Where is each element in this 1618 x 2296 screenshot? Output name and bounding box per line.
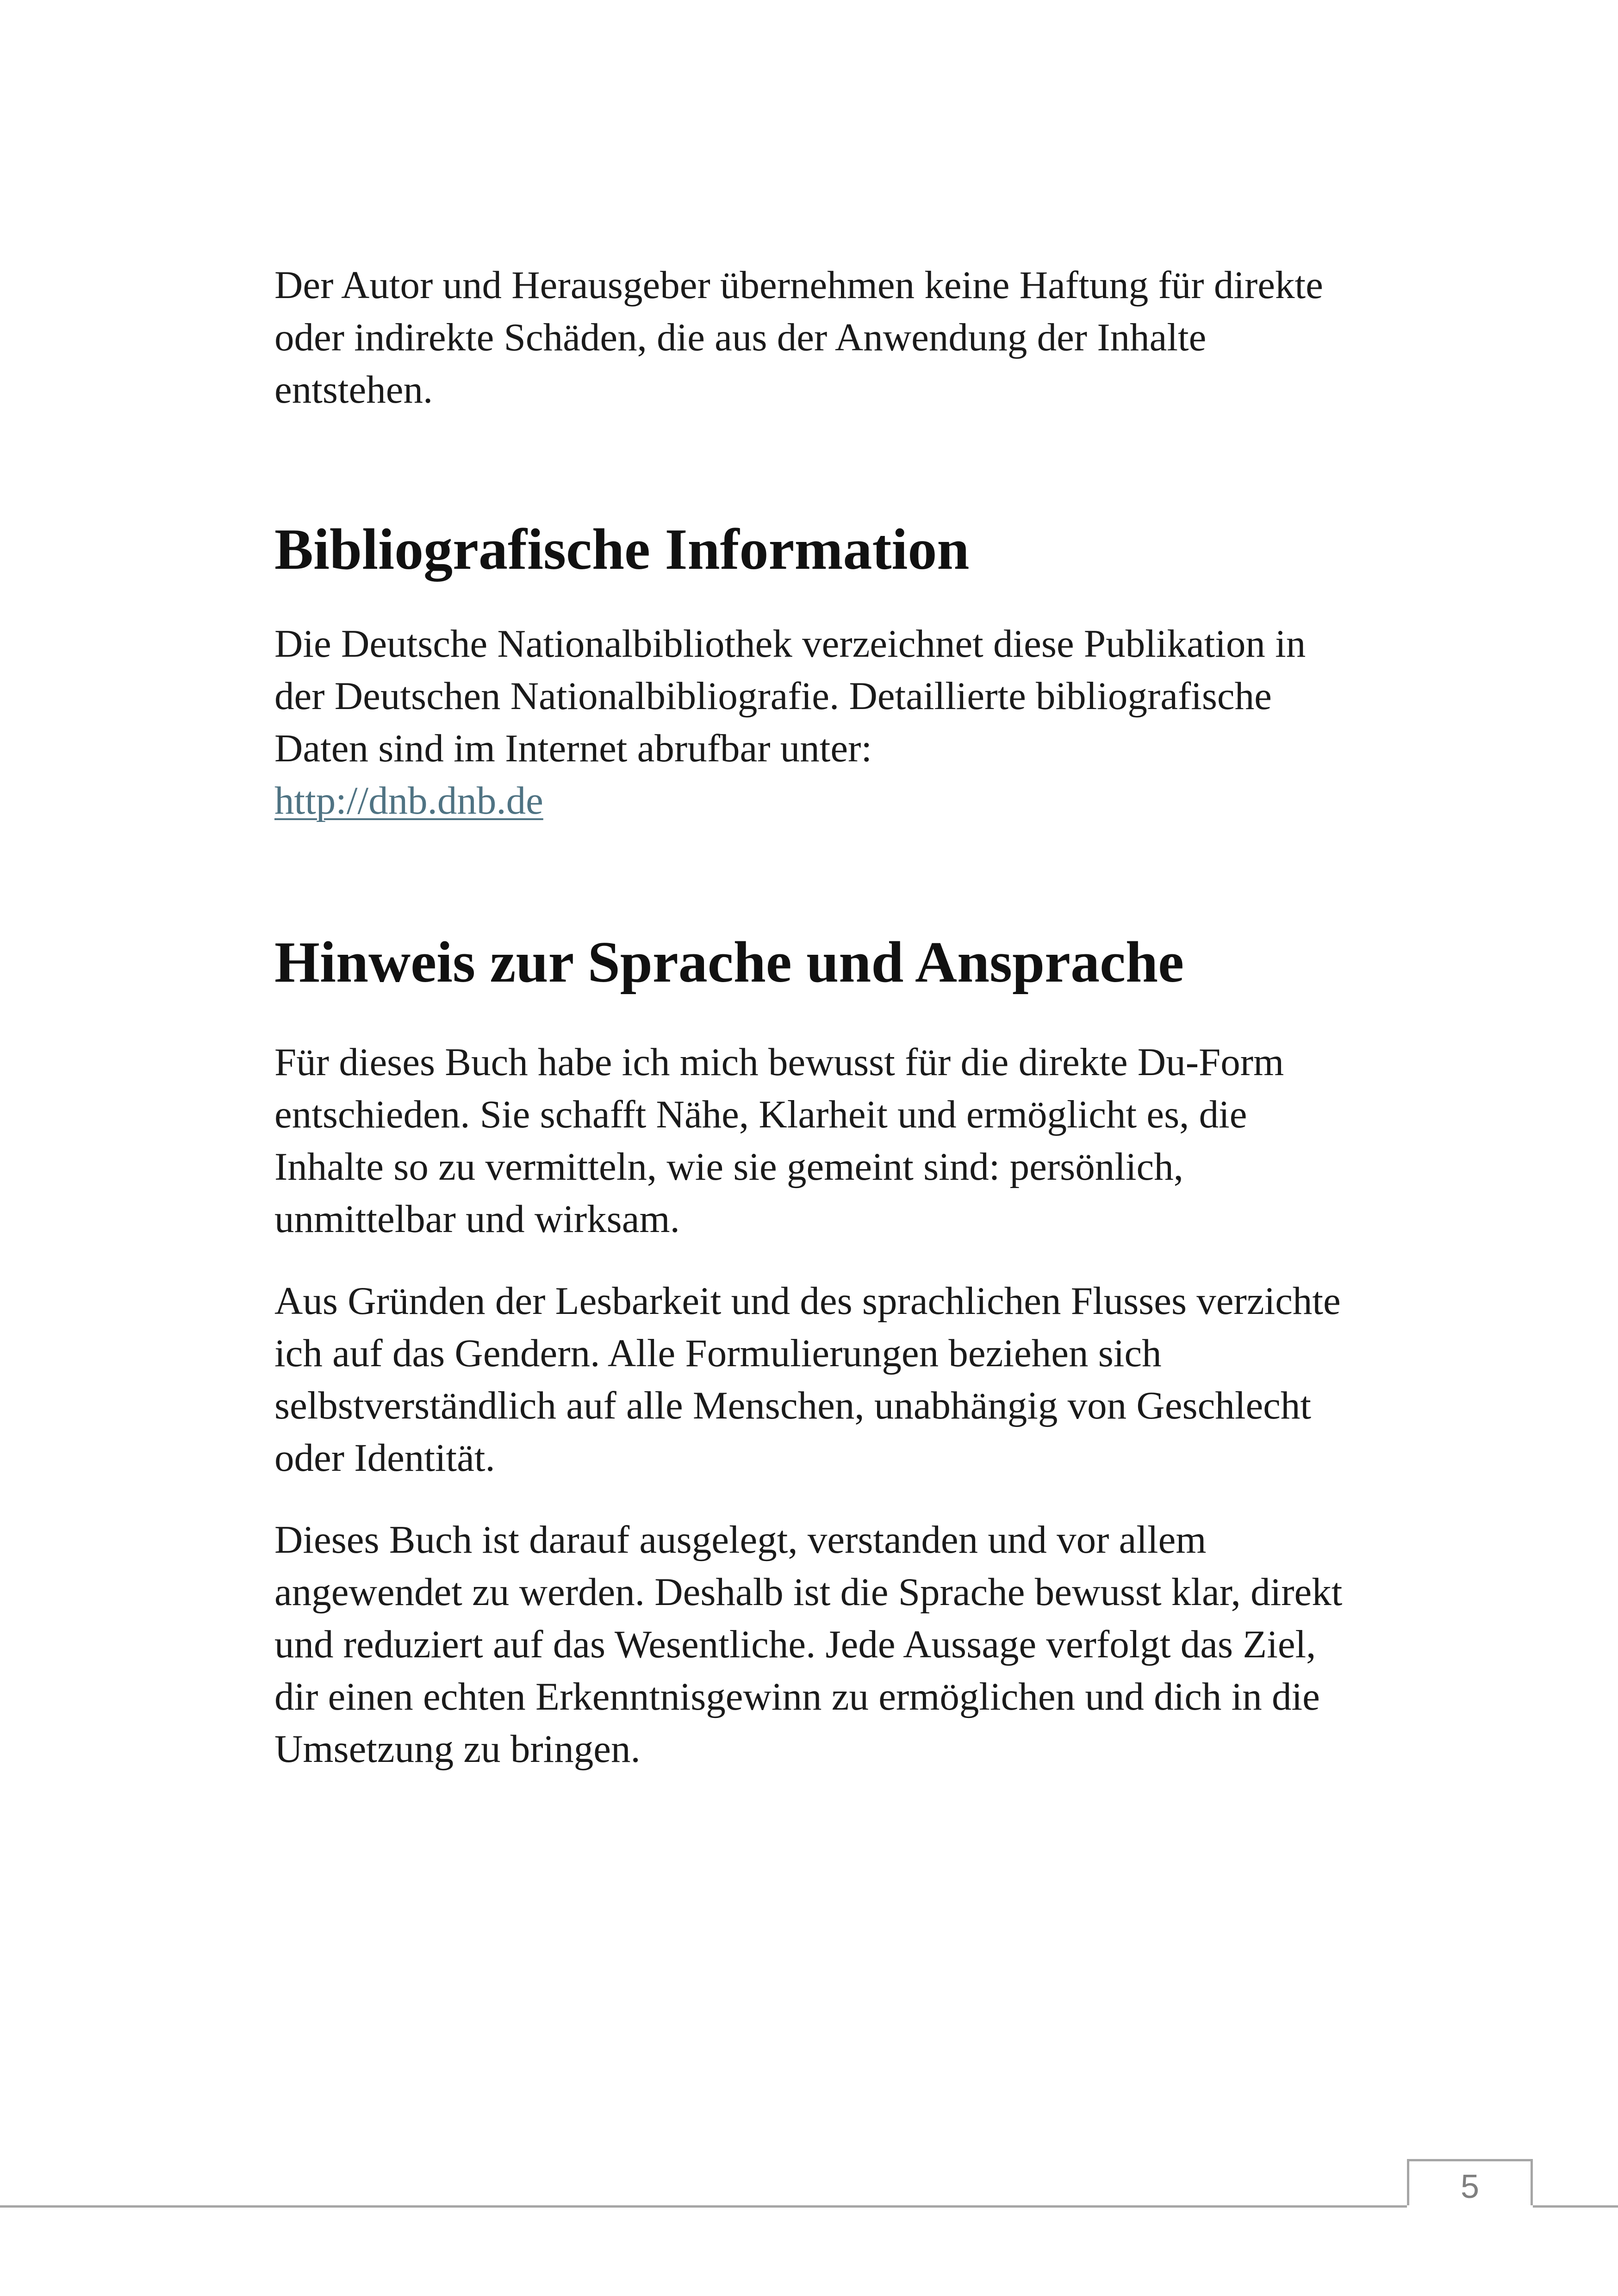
sprache-paragraph-1: Für dieses Buch habe ich mich bewusst für die direkte Du-Form entschieden. Sie schafft Nähe, Klarheit und ermöglicht es, die Inhalte so zu vermitteln, wie sie gemeint sind: persönlich, unmittelbar und wirksam.: [274, 1040, 1284, 1241]
footer-rule-left: [0, 2205, 1407, 2208]
page-content: [274, 259, 1353, 1775]
page-number: 5: [1460, 2168, 1480, 2205]
bibliografie-text: Die Deutsche Nationalbibliothek verzeichnet diese Publikation in der Deutschen Nationalbibliografie. Detaillierte bibliografische Daten sind im Internet abrufbar unter:: [274, 622, 1306, 770]
section-heading-bibliografie: Bibliografische Information: [274, 517, 970, 582]
sprache-paragraph-2: Aus Gründen der Lesbarkeit und des sprachlichen Flusses verzichte ich auf das Gendern. Alle Formulierungen beziehen sich selbstverständlich auf alle Menschen, unabhängig von Geschlecht oder Identität.: [274, 1279, 1341, 1480]
section-heading-sprache: Hinweis zur Sprache und Ansprache: [274, 930, 1184, 995]
dnb-link[interactable]: http://dnb.dnb.de: [274, 779, 543, 822]
sprache-paragraph-3: Dieses Buch ist darauf ausgelegt, verstanden und vor allem angewendet zu werden. Deshalb ist die Sprache bewusst klar, direkt und reduziert auf das Wesentliche. Jede Aussage verfolgt das Ziel, dir einen echten Erkenntnisgewinn zu ermöglichen und dich in die Umsetzung zu bringen.: [274, 1518, 1343, 1771]
disclaimer-paragraph: Der Autor und Herausgeber übernehmen keine Haftung für direkte oder indirekte Schäden, die aus der Anwendung der Inhalte entstehen.: [274, 263, 1323, 411]
footer-rule-right: [1533, 2205, 1618, 2208]
bibliografie-paragraph: [274, 618, 1353, 827]
